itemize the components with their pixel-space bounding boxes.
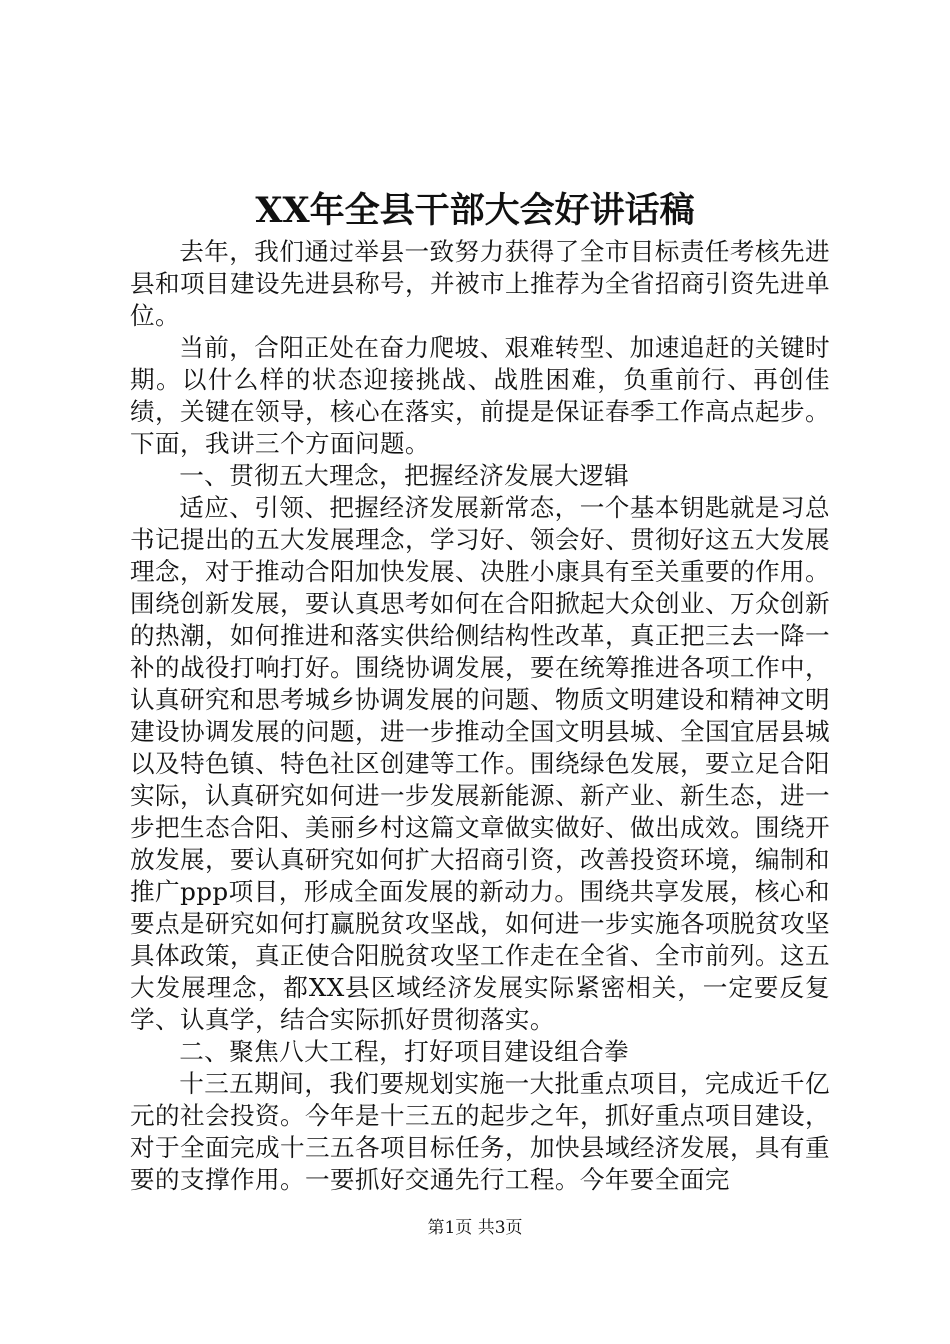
page-footer: 第1页 共3页 [427,1218,523,1238]
paragraph-five-concepts: 适应、引领、把握经济发展新常态，一个基本钥匙就是习总书记提出的五大发展理念，学习好、领会好、贯彻好这五大发展理念，对于推动合阳加快发展、决胜小康具有至关重要的作用。围绕创新发展，要认真思考如何在合阳掀起大众创业、万众创新的热潮，如何推进和落实供给侧结构性改革，真正把三去一降一补的战役打响打好。围绕协调发展，要在统筹推进各项工作中，认真研究和思考城乡协调发展的问题、物质文明建设和精神文明建设协调发展的问题，进一步推动全国文明县城、全国宜居县城以及特色镇、特色社区创建等工作。围绕绿色发展，要立足合阳实际，认真研究如何进一步发展新能源、新产业、新生态，进一步把生态合阳、美丽乡村这篇文章做实做好、做出成效。围绕开放发展，要认真研究如何扩大招商引资，改善投资环境，编制和推广ppp项目，形成全面发展的新动力。围绕共享发展，核心和要点是研究如何打赢脱贫攻坚战，如何进一步实施各项脱贫攻坚具体政策，真正使合阳脱贫攻坚工作走在全省、全市前列。这五大发展理念，都XX县区域经济发展实际紧密相关，一定要反复学、认真学，结合实际抓好贯彻落实。 [130,493,830,1034]
document-body [130,236,830,1196]
paragraph-projects: 十三五期间，我们要规划实施一大批重点项目，完成近千亿元的社会投资。今年是十三五的起步之年，抓好重点项目建设，对于全面完成十三五各项目标任务，加快县域经济发展，具有重要的支撑作用。一要抓好交通先行工程。今年要全面完 [130,1069,830,1194]
section-heading-one: 一、贯彻五大理念，把握经济发展大逻辑 [179,461,630,490]
paragraph-intro: 去年，我们通过举县一致努力获得了全市目标责任考核先进县和项目建设先进县称号，并被市上推荐为全省招商引资先进单位。 [130,237,830,330]
paragraph-current-situation: 当前，合阳正处在奋力爬坡、艰难转型、加速追赶的关键时期。以什么样的状态迎接挑战、战胜困难，负重前行、再创佳绩，关键在领导，核心在落实，前提是保证春季工作高点起步。下面，我讲三个方面问题。 [130,333,830,458]
document-title: XX年全县干部大会好讲话稿 [255,190,695,231]
section-heading-two: 二、聚焦八大工程，打好项目建设组合拳 [179,1037,630,1066]
